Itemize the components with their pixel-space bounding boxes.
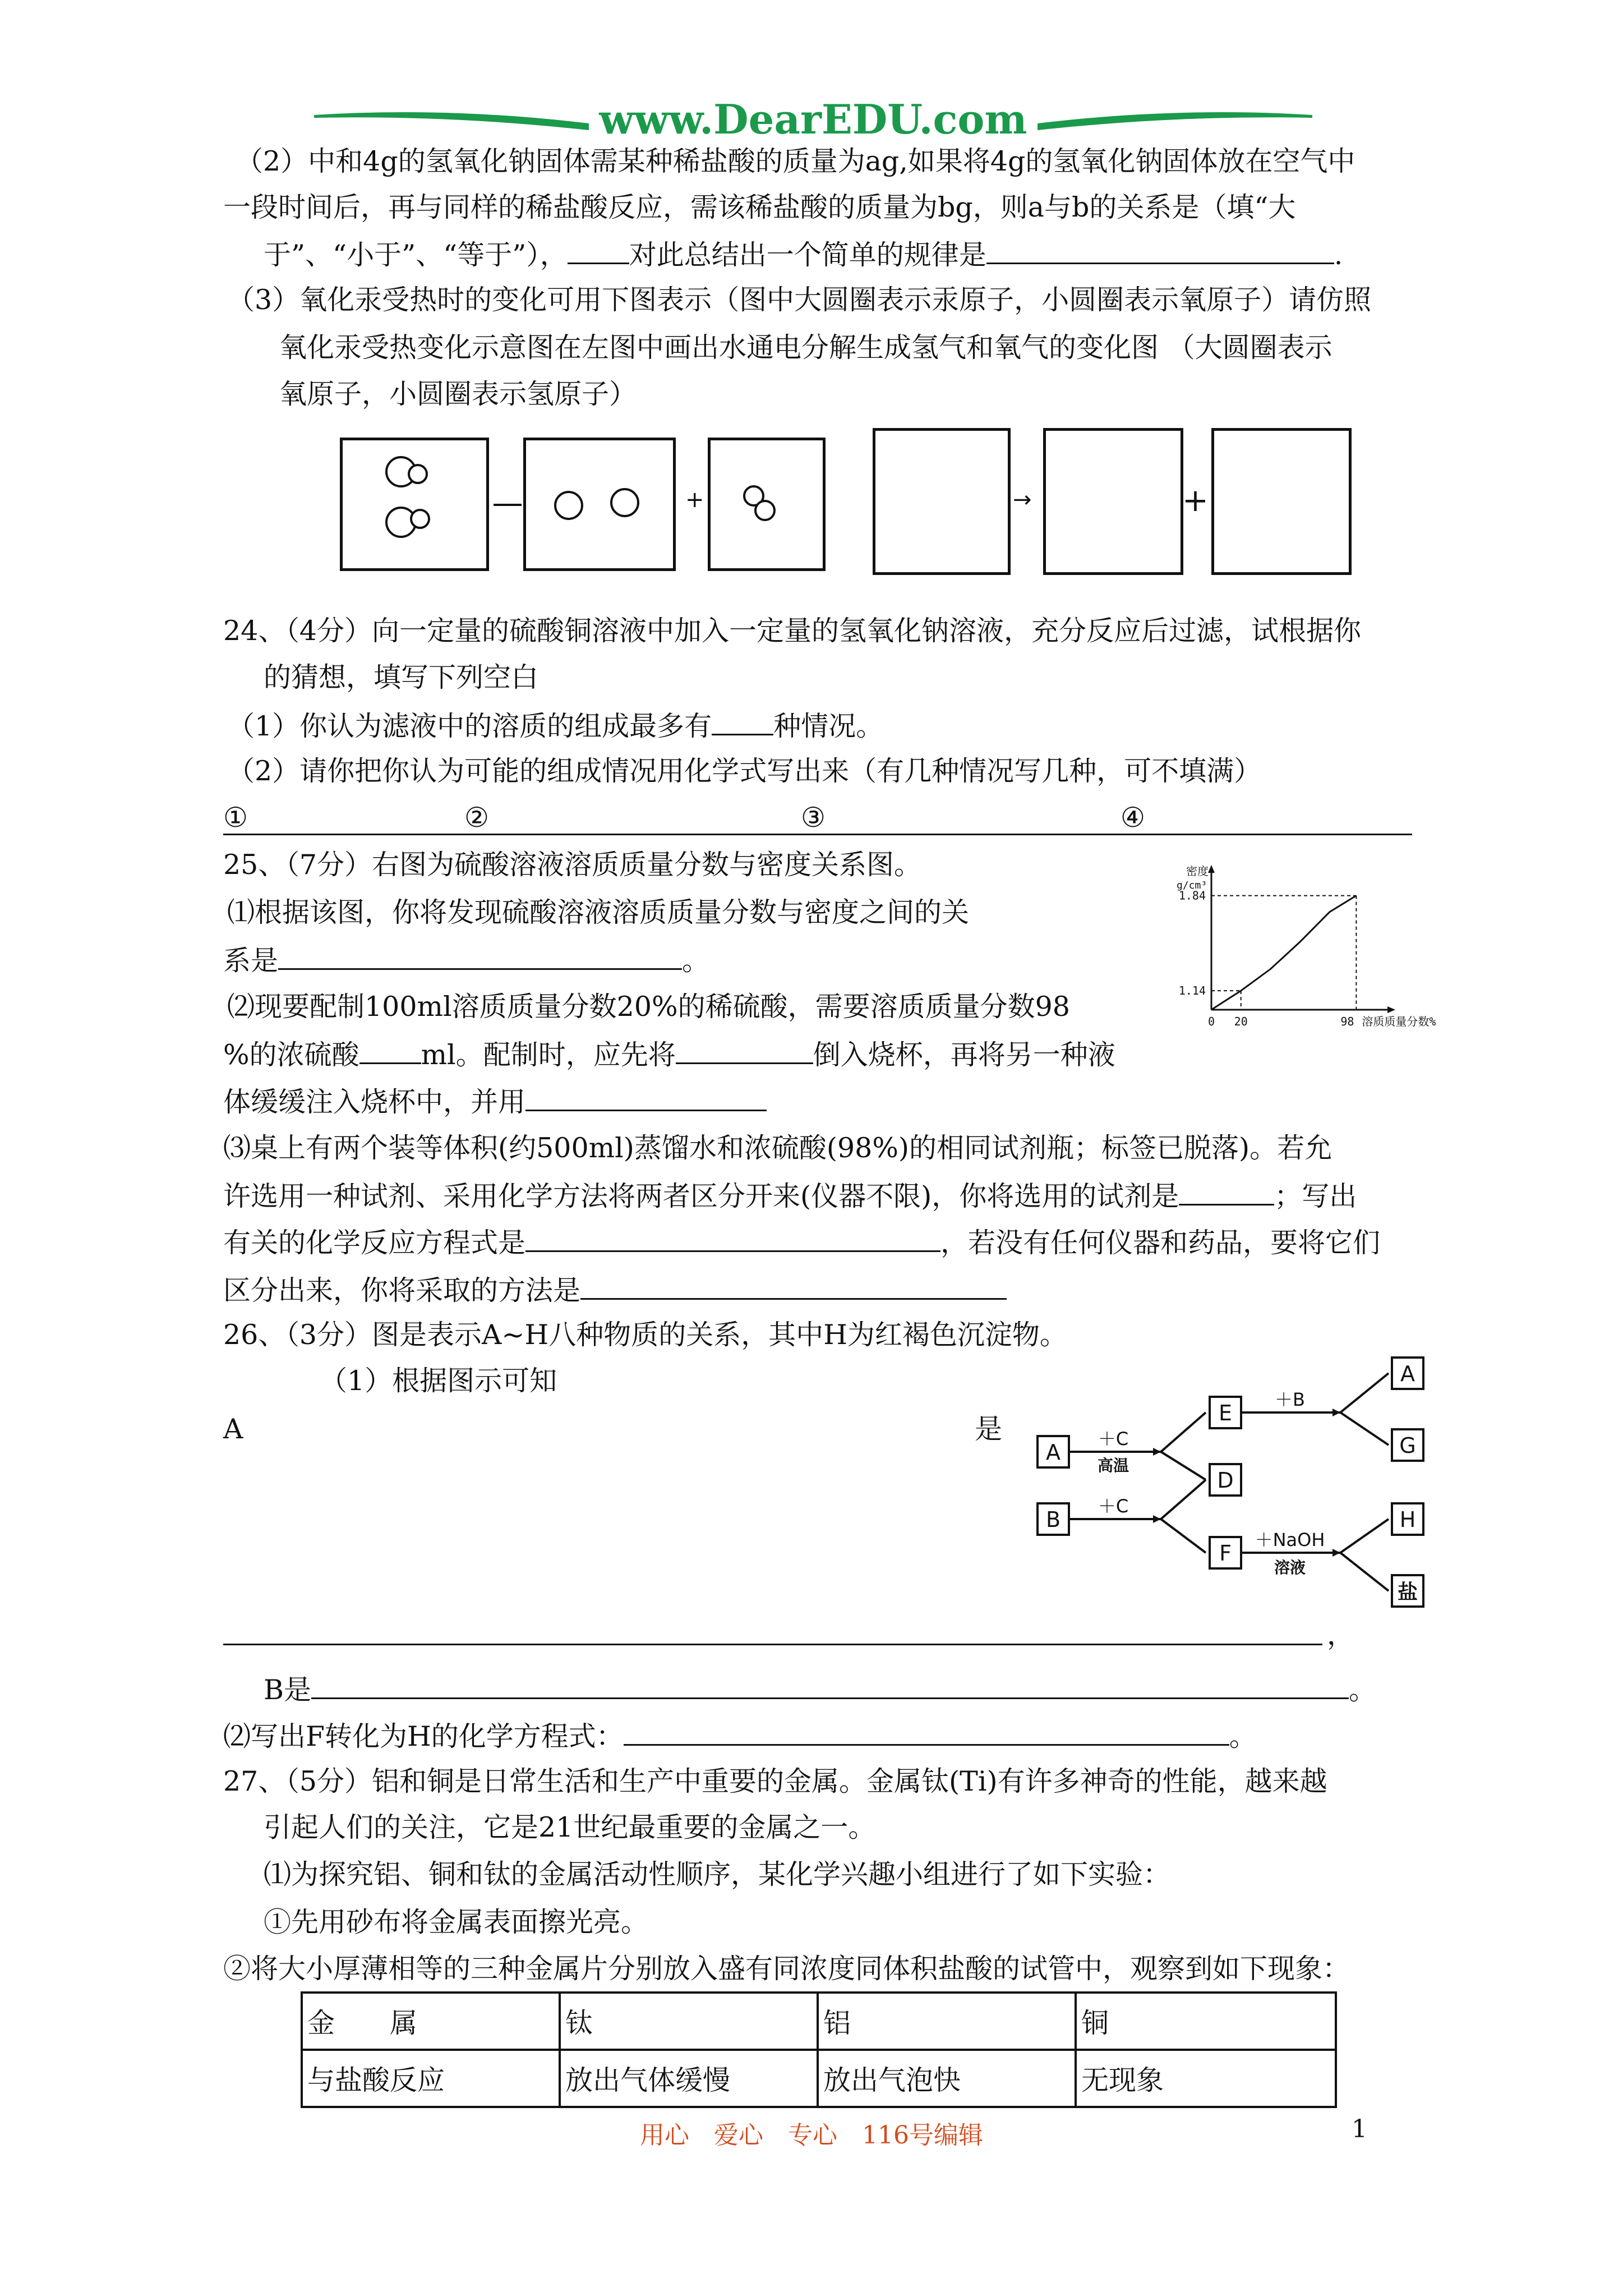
chart-ylabel-2: g/cm³ <box>1177 880 1207 891</box>
label-plus-naoh: ＋NaOH <box>1255 1529 1325 1550</box>
q26-p2 <box>223 1718 1257 1754</box>
q25-p3-text-d: 有关的化学反应方程式是 <box>223 1227 526 1259</box>
q23-p2-text-c: . <box>1334 239 1343 271</box>
hgo-box-o2 <box>708 438 826 571</box>
hgo-box-hg <box>523 438 676 571</box>
chart-xlabel: 溶质质量分数% <box>1362 1015 1436 1028</box>
q23-p2-text-a: 于”、“小于”、“等于”）， <box>264 239 568 271</box>
node-a: A <box>1046 1440 1061 1465</box>
q23-p2-line3 <box>264 237 1343 272</box>
q23-p3-line2: 氧化汞受热变化示意图在左图中画出水通电分解生成氢气和氧气的变化图 （大圆圈表示 <box>279 332 1332 364</box>
q23-p2-line1: （2）中和4g的氢氧化钠固体需某种稀盐酸的质量为ag,如果将4g的氢氧化钠固体放在空气中 <box>236 145 1355 177</box>
chart-tick-y: 1.84 <box>1178 889 1206 903</box>
water-plus: + <box>1182 482 1209 519</box>
q25-p2a: ⑵现要配制100ml溶质质量分数20%的稀硫酸，需要溶质质量分数98 <box>227 991 1070 1023</box>
q25-p2-text-e: 体缓缓注入烧杯中，并用 <box>223 1086 526 1118</box>
chart-tick-x: 0 <box>1207 1015 1215 1028</box>
q23-p3-line3: 氧原子，小圆圈表示氢原子） <box>279 378 637 410</box>
q24-option-4: ④ <box>1121 802 1145 834</box>
q25-blank-reagent[interactable] <box>1179 1178 1274 1205</box>
q24-line1: 24、（4分）向一定量的硫酸铜溶液中加入一定量的氢氧化钠溶液，充分反应后过滤，试根据你 <box>223 615 1362 647</box>
o-atom-circle <box>410 509 430 529</box>
q25-p3-text-c: ；写出 <box>1274 1180 1357 1212</box>
q25-p2-text-c: ml。配制时，应先将 <box>421 1039 676 1071</box>
q25-p1-text: 系是 <box>223 945 279 977</box>
hgo-arrow <box>494 504 522 506</box>
table-header-cell: 钛 <box>560 1993 818 2050</box>
table-row <box>302 1993 1336 2050</box>
q25-p1b <box>223 942 709 978</box>
q24-line2: 的猜想，填写下列空白 <box>264 661 539 693</box>
footer-text: 用心 爱心 专心 116号编辑 <box>640 2121 983 2150</box>
q24-option-1: ① <box>223 802 248 834</box>
q23-p2-line2: 一段时间后，再与同样的稀盐酸反应，需该稀盐酸的质量为bg，则a与b的关系是（填“大 <box>223 191 1296 223</box>
q25-line1: 25、（7分）右图为硫酸溶液溶质质量分数与密度关系图。 <box>223 849 922 881</box>
q24-option-3: ③ <box>801 802 826 834</box>
node-g: G <box>1399 1433 1416 1458</box>
chart-tick-x: 20 <box>1234 1015 1248 1028</box>
node-salt: 盐 <box>1397 1581 1418 1604</box>
label-gaowen: 高温 <box>1097 1456 1129 1475</box>
hg-atom-circle <box>554 491 583 520</box>
hgo-box-reactant <box>340 438 489 571</box>
q26-comma: ， <box>1327 1619 1355 1651</box>
q24-p2: （2）请你把你认为可能的组成情况用化学式写出来（有几种情况写几种，可不填满） <box>227 755 1262 787</box>
q24-blank-count[interactable] <box>712 708 773 735</box>
chart-density-line <box>1211 896 1356 1010</box>
chart-ylabel-1: 密度 <box>1186 864 1209 878</box>
table-row <box>302 2050 1336 2107</box>
q26-b-line <box>264 1672 1376 1707</box>
q25-p2b <box>223 1037 1115 1072</box>
node-a-out: A <box>1400 1361 1415 1386</box>
q24-options[interactable] <box>223 801 1412 835</box>
label-plus-c-1: ＋C <box>1098 1428 1129 1450</box>
table-header-cell: 金 属 <box>302 1993 560 2050</box>
label-solution: 溶液 <box>1274 1558 1306 1577</box>
q27-line1: 27、（5分）铝和铜是日常生活和生产中重要的金属。金属钛(Ti)有许多神奇的性能，越来越 <box>223 1765 1327 1797</box>
q23-blank-rule[interactable] <box>986 237 1334 264</box>
density-chart <box>1155 864 1436 1038</box>
o-atom-circle <box>408 464 428 484</box>
q24-p1-text-b: 种情况。 <box>773 710 884 742</box>
node-d: D <box>1217 1468 1234 1493</box>
q26-blank-a[interactable] <box>223 1644 1322 1645</box>
q25-p2-text-b: %的浓硫酸 <box>223 1039 359 1071</box>
q27-s2: ②将大小厚薄相等的三种金属片分别放入盛有同浓度同体积盐酸的试管中，观察到如下现象： <box>223 1953 1350 1985</box>
q25-p1a: ⑴根据该图，你将发现硫酸溶液溶质质量分数与密度之间的关 <box>227 896 970 928</box>
q23-p2-text-b: 对此总结出一个简单的规律是 <box>629 239 986 271</box>
q25-p3-text-b: 许选用一种试剂、采用化学方法将两者区分开来(仪器不限)，你将选用的试剂是 <box>223 1180 1179 1212</box>
node-f: F <box>1219 1541 1232 1566</box>
q25-p1-end: 。 <box>682 945 710 977</box>
node-b: B <box>1045 1507 1061 1532</box>
metal-reaction-table <box>301 1991 1337 2108</box>
substance-flow-diagram <box>1032 1346 1436 1627</box>
chart-tick-x: 98 <box>1340 1015 1354 1028</box>
table-cell: 无现象 <box>1076 2050 1336 2107</box>
table-cell: 放出气泡快 <box>818 2050 1076 2107</box>
header-banner <box>0 0 1623 146</box>
table-header-cell: 铜 <box>1076 1993 1336 2050</box>
q26-b-label: B是 <box>264 1674 312 1706</box>
node-e: E <box>1218 1401 1233 1425</box>
q26-a-is: 是 <box>975 1413 1003 1445</box>
chart-y-arrow <box>1208 865 1215 873</box>
q27-line2: 引起人们的关注，它是21世纪最重要的金属之一。 <box>264 1811 876 1843</box>
label-plus-c-2: ＋C <box>1098 1496 1129 1517</box>
q26-p2-end: 。 <box>1229 1720 1257 1752</box>
q25-p3f <box>223 1272 1007 1308</box>
chart-x-arrow <box>1387 1006 1395 1013</box>
water-arrow: → <box>1013 487 1032 513</box>
site-logo-text: www.DearEDU.com <box>599 95 1027 143</box>
q25-p3b <box>223 1178 1357 1213</box>
q25-blank-relation[interactable] <box>278 942 682 970</box>
table-header-cell: 铝 <box>818 1993 1076 2050</box>
q24-option-2: ② <box>464 802 489 834</box>
q27-s1: ①先用砂布将金属表面擦光亮。 <box>264 1906 649 1938</box>
q24-p1-text-a: （1）你认为滤液中的溶质的组成最多有 <box>227 710 712 742</box>
q26-blank-b[interactable] <box>311 1672 1349 1699</box>
q25-blank-volume[interactable] <box>359 1037 421 1064</box>
q25-blank-tool[interactable] <box>525 1084 767 1111</box>
q25-p2-text-d: 倒入烧杯，再将另一种液 <box>813 1039 1115 1071</box>
q25-blank-method[interactable] <box>580 1272 1007 1300</box>
label-plus-b: ＋B <box>1275 1389 1305 1410</box>
q25-p3-text-e: ，若没有任何仪器和药品，要将它们 <box>940 1227 1381 1259</box>
o-atom-circle <box>754 500 776 521</box>
q23-blank-relation[interactable] <box>568 237 629 264</box>
q25-p2e <box>223 1084 767 1119</box>
q25-blank-first[interactable] <box>676 1037 813 1064</box>
q25-p3a: ⑶桌上有两个装等体积(约500ml)蒸馏水和浓硫酸(98%)的相同试剂瓶；标签已脱落)。若允 <box>223 1132 1332 1164</box>
q26-a-label: A <box>223 1413 243 1445</box>
q23-p3-line1: （3）氧化汞受热时的变化可用下图表示（图中大圆圈表示汞原子，小圆圈表示氧原子）请仿照 <box>227 284 1372 316</box>
q26-line1: 26、（3分）图是表示A~H八种物质的关系，其中H为红褐色沉淀物。 <box>223 1319 1067 1351</box>
chart-tick-y: 1.14 <box>1178 984 1206 998</box>
q26-p1: （1）根据图示可知 <box>320 1365 557 1397</box>
hgo-plus: + <box>685 487 704 513</box>
q25-p3-text-f: 区分出来，你将采取的方法是 <box>223 1274 581 1306</box>
q24-p1 <box>227 708 883 743</box>
page-number: 1 <box>1352 2115 1367 2143</box>
q25-blank-equation[interactable] <box>525 1225 940 1252</box>
table-cell: 放出气体缓慢 <box>560 2050 818 2107</box>
hg-atom-circle <box>610 488 639 517</box>
table-cell: 与盐酸反应 <box>302 2050 560 2107</box>
water-box-h2[interactable] <box>1043 428 1183 575</box>
water-box-o2[interactable] <box>1211 428 1352 575</box>
q26-p2-text: ⑵写出F转化为H的化学方程式： <box>223 1720 624 1752</box>
q26-b-end: 。 <box>1349 1674 1377 1706</box>
water-box-reactant[interactable] <box>873 428 1011 575</box>
q26-blank-equation[interactable] <box>624 1718 1229 1746</box>
q25-p3d <box>223 1225 1380 1260</box>
q27-p1: ⑴为探究铝、铜和钛的金属活动性顺序，某化学兴趣小组进行了如下实验： <box>264 1858 1171 1890</box>
node-h: H <box>1399 1507 1416 1532</box>
